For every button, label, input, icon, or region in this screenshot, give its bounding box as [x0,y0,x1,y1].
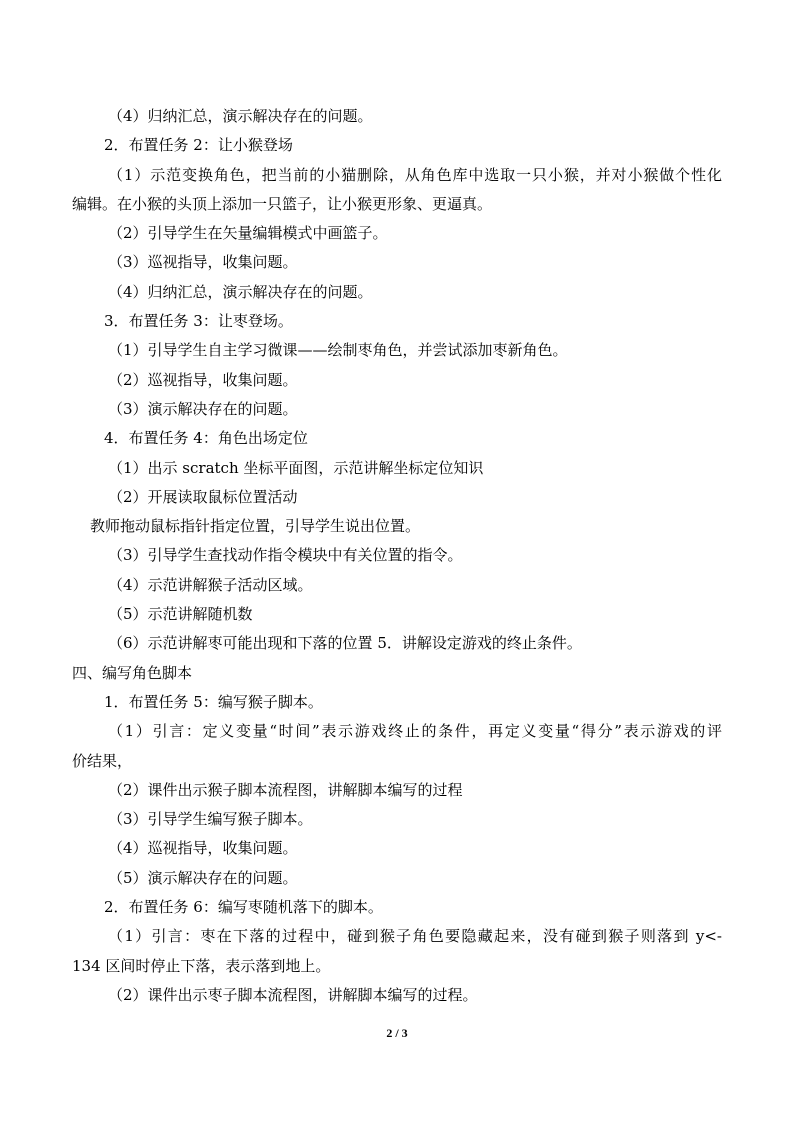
paragraph-line: 价结果， [72,751,133,770]
paragraph-line: （1）示范变换角色，把当前的小猫删除，从角色库中选取一只小猴，并对小猴做个性化 [108,165,722,184]
paragraph-line: 1．布置任务 5：编写猴子脚本。 [104,692,323,711]
paragraph-line: 3．布置任务 3：让枣登场。 [104,312,293,331]
paragraph-line: 编辑。在小猴的头顶上添加一只篮子，让小猴更形象、更逼真。 [72,194,493,213]
section-heading: 四、编写角色脚本 [72,663,193,682]
paragraph-line: 4．布置任务 4：角色出场定位 [104,429,308,448]
paragraph-line: 134 区间时停止下落，表示落到地上。 [72,956,331,975]
paragraph-line: （1）引言：枣在下落的过程中，碰到猴子角色要隐藏起来，没有碰到猴子则落到 y<- [108,927,722,946]
paragraph-line: （2）课件出示枣子脚本流程图，讲解脚本编写的过程。 [108,985,478,1004]
paragraph-line: （3）巡视指导，收集问题。 [108,253,298,272]
paragraph-line: 教师拖动鼠标指针指定位置，引导学生说出位置。 [90,517,421,536]
paragraph-line: （2）引导学生在矢量编辑模式中画篮子。 [108,224,388,243]
paragraph-line: 2．布置任务 6：编写枣随机落下的脚本。 [104,898,383,917]
paragraph-line: （3）引导学生编写猴子脚本。 [108,810,313,829]
paragraph-line: （1）引言：定义变量“时间”表示游戏终止的条件，再定义变量“得分”表示游戏的评 [108,722,722,741]
page-number: 2 / 3 [386,1026,408,1040]
paragraph-line: （5）示范讲解随机数 [108,605,253,624]
paragraph-line: （5）演示解决存在的问题。 [108,868,298,887]
paragraph-line: （6）示范讲解枣可能出现和下落的位置 5．讲解设定游戏的终止条件。 [108,634,582,653]
paragraph-line: （4）巡视指导，收集问题。 [108,839,298,858]
paragraph-line: （2）巡视指导，收集问题。 [108,370,298,389]
paragraph-line: （3）演示解决存在的问题。 [108,399,298,418]
paragraph-line: （2）开展读取鼠标位置活动 [108,487,298,506]
paragraph-line: （4）归纳汇总，演示解决存在的问题。 [108,282,373,301]
paragraph-line: （4）示范讲解猴子活动区域。 [108,575,313,594]
paragraph-line: （1）引导学生自主学习微课——绘制枣角色，并尝试添加枣新角色。 [108,341,568,360]
body-text [0,102,794,1010]
paragraph-line: （1）出示 scratch 坐标平面图，示范讲解坐标定位知识 [108,458,484,477]
paragraph-line: （2）课件出示猴子脚本流程图，讲解脚本编写的过程 [108,780,463,799]
paragraph-line: 2．布置任务 2：让小猴登场 [104,136,293,155]
paragraph-line: （4）归纳汇总，演示解决存在的问题。 [108,107,373,125]
paragraph-line: （3）引导学生查找动作指令模块中有关位置的指令。 [108,546,463,565]
